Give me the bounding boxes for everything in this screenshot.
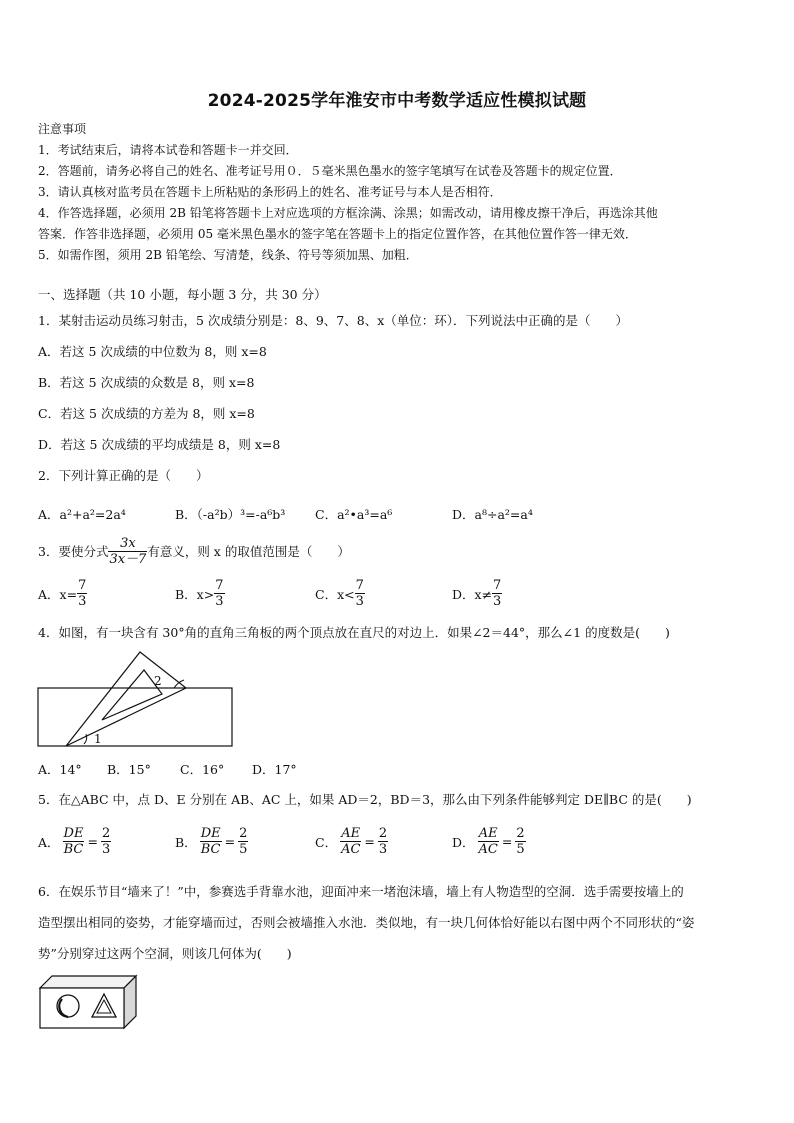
notice-item: 2．答题前，请务必将自己的姓名、准考证号用０．５毫米黑色墨水的签字笔填写在试卷及答题卡的规定位置． bbox=[38, 164, 622, 178]
question-3-option-d bbox=[452, 578, 502, 609]
question-4-option-a: A．14° bbox=[38, 762, 82, 777]
option-label: C．x< bbox=[315, 586, 355, 602]
question-3-stem bbox=[38, 536, 350, 567]
triangle-inner bbox=[102, 670, 162, 720]
question-5-option-d bbox=[452, 826, 526, 857]
fraction-numerator: DE bbox=[200, 826, 221, 841]
fraction-denominator: BC bbox=[63, 842, 84, 857]
question-6-line: 6．在娱乐节目“墙来了！”中，参赛选手背靠水池，迎面冲来一堵泡沫墙，墙上有人物造型的空洞．选手需要按墙上的 bbox=[38, 884, 684, 899]
question-1-stem: 1．某射击运动员练习射击，5 次成绩分别是：8、9、7、8、x（单位：环）．下列说法中正确的是（ ） bbox=[38, 313, 628, 328]
question-5-option-c bbox=[315, 826, 388, 857]
question-1-option-d: D．若这 5 次成绩的平均成绩是 8，则 x=8 bbox=[38, 437, 281, 452]
option-label: B． bbox=[175, 834, 197, 850]
question-1-option-a: A．若这 5 次成绩的中位数为 8，则 x=8 bbox=[38, 344, 267, 359]
fraction-denominator: AC bbox=[341, 842, 361, 857]
fraction-numerator: 7 bbox=[78, 578, 87, 593]
notice-heading: 注意事项 bbox=[38, 122, 87, 136]
notice-item: 1．考试结束后，请将本试卷和答题卡一并交回． bbox=[38, 143, 298, 157]
angle-1-arc bbox=[84, 734, 87, 744]
fraction-denominator: 3 bbox=[378, 842, 388, 857]
fraction-numerator: 7 bbox=[355, 578, 364, 593]
triangle-outer bbox=[66, 652, 186, 746]
question-5-option-b bbox=[175, 826, 248, 857]
option-fraction-left bbox=[478, 826, 499, 857]
question-3-fraction bbox=[108, 536, 147, 567]
fraction-numerator: AE bbox=[478, 826, 498, 841]
ruler-triangle-figure bbox=[36, 648, 246, 750]
fraction-denominator: 5 bbox=[239, 842, 248, 857]
question-2-stem: 2．下列计算正确的是（ ） bbox=[38, 468, 209, 483]
option-label: D．x≠ bbox=[452, 586, 493, 602]
notice-item: 5．如需作图，须用 2B 铅笔绘、写清楚，线条、符号等须加黑、加粗． bbox=[38, 248, 418, 262]
fraction-numerator: 2 bbox=[239, 826, 248, 841]
fraction-denominator: 3x－7 bbox=[109, 552, 147, 567]
angle-2-label: 2 bbox=[154, 674, 162, 688]
option-fraction-left bbox=[200, 826, 222, 857]
option-label: C． bbox=[315, 834, 338, 850]
fraction-denominator: 3 bbox=[78, 594, 87, 609]
fraction-denominator: 3 bbox=[215, 594, 224, 609]
equals-sign: = bbox=[501, 834, 513, 849]
question-3-stem-prefix: 3．要使分式 bbox=[38, 543, 109, 559]
fraction-numerator: 2 bbox=[101, 826, 111, 841]
option-label: A．x= bbox=[38, 586, 78, 602]
fraction-numerator: 3x bbox=[108, 536, 147, 552]
fraction-numerator: AE bbox=[341, 826, 361, 841]
option-label: D． bbox=[452, 834, 475, 850]
question-5-stem: 5．在△ABC 中，点 D、E 分别在 AB、AC 上，如果 AD＝2，BD＝3，那么由下列条件能够判定 DE∥BC 的是( ) bbox=[38, 792, 692, 807]
fraction-numerator: 2 bbox=[378, 826, 388, 841]
option-fraction bbox=[492, 578, 502, 609]
question-2-option-c: C．a²•a³=a⁶ bbox=[315, 507, 393, 522]
equals-sign: = bbox=[87, 834, 98, 849]
question-3-option-a bbox=[38, 578, 87, 609]
question-2-option-a: A．a²+a²=2a⁴ bbox=[38, 507, 126, 522]
option-fraction bbox=[355, 578, 365, 609]
option-fraction-right bbox=[378, 826, 388, 857]
question-2-option-b: B．（-a²b）³=-a⁶b³ bbox=[175, 507, 286, 522]
notice-item: 答案．作答非选择题，必须用 05 毫米黑色墨水的签字笔在答题卡上的指定位置作答，在其他位置作答一律无效． bbox=[38, 227, 637, 241]
question-3-option-b bbox=[175, 578, 225, 609]
question-4-option-d: D．17° bbox=[252, 762, 297, 777]
equals-sign: = bbox=[364, 834, 375, 849]
question-1-option-b: B．若这 5 次成绩的众数是 8，则 x=8 bbox=[38, 375, 255, 390]
ruler-rect bbox=[38, 688, 232, 746]
page-title: 2024-2025学年淮安市中考数学适应性模拟试题 bbox=[207, 91, 587, 111]
fraction-numerator: DE bbox=[63, 826, 84, 841]
fraction-numerator: 7 bbox=[493, 578, 502, 593]
question-4-option-c: C．16° bbox=[180, 762, 225, 777]
option-fraction-right bbox=[238, 826, 248, 857]
angle-2-arc bbox=[174, 680, 184, 688]
fraction-denominator: BC bbox=[200, 842, 221, 857]
wall-top-face bbox=[40, 976, 136, 988]
notice-item: 4．作答选择题，必须用 2B 铅笔将答题卡上对应选项的方框涂满、涂黑；如需改动，请用橡皮擦干净后，再选涂其他 bbox=[38, 206, 658, 220]
fraction-denominator: 3 bbox=[101, 842, 111, 857]
section-heading: 一、选择题（共 10 小题，每小题 3 分，共 30 分） bbox=[38, 287, 327, 302]
question-5-option-a bbox=[38, 826, 111, 857]
equals-sign: = bbox=[224, 834, 236, 849]
option-label: A． bbox=[38, 834, 60, 850]
question-3-option-c bbox=[315, 578, 365, 609]
question-3-stem-suffix: 有意义，则 x 的取值范围是（ ） bbox=[147, 543, 350, 559]
fraction-denominator: 3 bbox=[493, 594, 502, 609]
option-label: B．x> bbox=[175, 586, 215, 602]
question-6-line: 造型摆出相同的姿势，才能穿墙而过，否则会被墙推入水池．类似地，有一块几何体恰好能以右图中两个不同形状的“姿 bbox=[38, 915, 695, 930]
fraction-numerator: 7 bbox=[215, 578, 224, 593]
fraction-denominator: 3 bbox=[355, 594, 364, 609]
question-4-stem: 4．如图，有一块含有 30°角的直角三角板的两个顶点放在直尺的对边上．如果∠2＝44°，那么∠1 的度数是( ) bbox=[38, 625, 670, 640]
fraction-denominator: 5 bbox=[516, 842, 525, 857]
option-fraction bbox=[77, 578, 87, 609]
fraction-denominator: AC bbox=[478, 842, 498, 857]
option-fraction-right bbox=[101, 826, 111, 857]
notice-item: 3．请认真核对监考员在答题卡上所粘贴的条形码上的姓名、准考证号与本人是否相符． bbox=[38, 185, 502, 199]
option-fraction bbox=[214, 578, 224, 609]
question-4-option-b: B．15° bbox=[107, 762, 151, 777]
question-2-option-d: D．a⁸÷a²=a⁴ bbox=[452, 507, 533, 522]
option-fraction-right bbox=[515, 826, 525, 857]
question-1-option-c: C．若这 5 次成绩的方差为 8，则 x=8 bbox=[38, 406, 255, 421]
question-6-line: 势”分别穿过这两个空洞，则该几何体为( ) bbox=[38, 946, 292, 961]
option-fraction-left bbox=[63, 826, 85, 857]
foam-wall-figure bbox=[38, 972, 138, 1032]
option-fraction-left bbox=[340, 826, 361, 857]
angle-1-label: 1 bbox=[94, 732, 102, 746]
fraction-numerator: 2 bbox=[516, 826, 525, 841]
